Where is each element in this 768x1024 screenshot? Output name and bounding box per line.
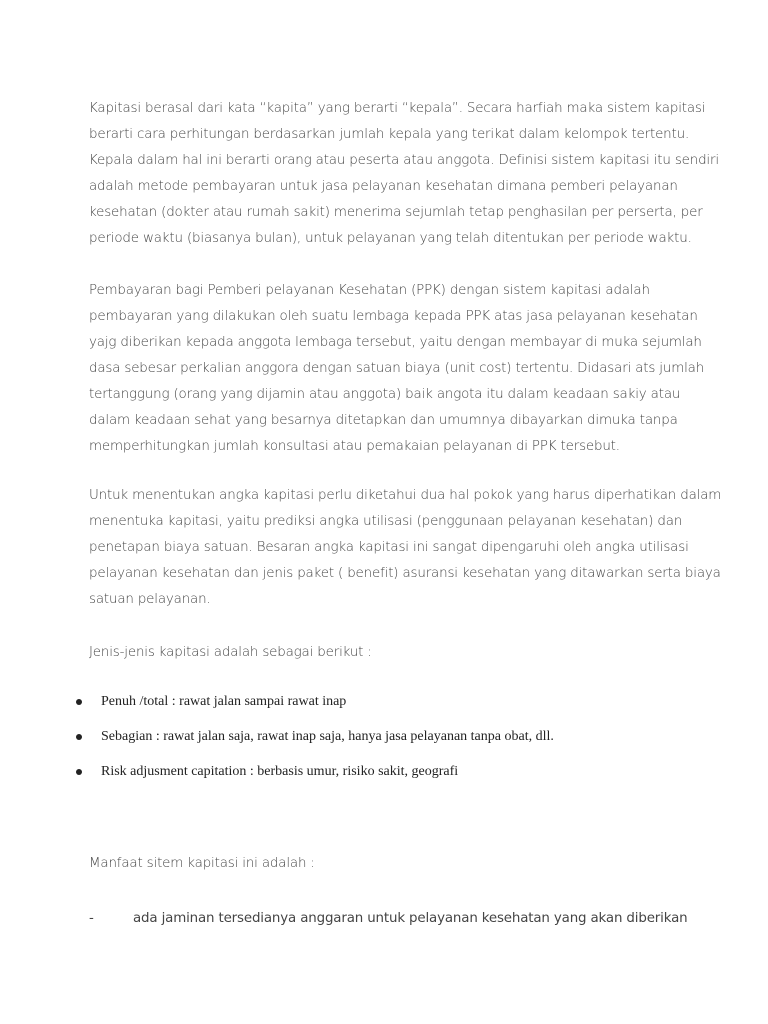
text-line: berarti cara perhitungan berdasarkan jumlah kepala yang terikat dalam kelompok tertentu.: [89, 127, 690, 142]
benefit-item: [0, 906, 768, 932]
text-line: penetapan biaya satuan. Besaran angka kapitasi ini sangat dipengaruhi oleh angka utilisasi: [89, 540, 689, 555]
text-line: kesehatan (dokter atau rumah sakit) menerima sejumlah tetap penghasilan per perserta, per: [89, 205, 703, 220]
bullet-dot-icon: [76, 769, 82, 775]
benefits-heading: [89, 851, 689, 877]
text-line: Kepala dalam hal ini berarti orang atau peserta atau anggota. Definisi sistem kapitasi itu sendiri: [89, 153, 719, 168]
text-line: pelayanan kesehatan dan jenis paket ( benefit) asuransi kesehatan yang ditawarkan serta biaya: [89, 566, 721, 581]
paragraph-determination: [89, 483, 722, 613]
paragraph-definition: [89, 96, 719, 252]
text-line: menentuka kapitasi, yaitu prediksi angka utilisasi (penggunaan pelayanan kesehatan) dan: [89, 514, 683, 529]
list-item-text: Risk adjusment capitation : berbasis umur, risiko sakit, geografi: [101, 764, 459, 779]
text-line: tertanggung (orang yang dijamin atau anggota) baik angota itu dalam keadaan sakiy atau: [89, 387, 681, 402]
paragraph-types-intro: [89, 640, 689, 666]
text-line: Jenis-jenis kapitasi adalah sebagai berikut :: [89, 645, 372, 660]
list-item-text: Penuh /total : rawat jalan sampai rawat inap: [101, 694, 347, 709]
bullet-dot-icon: [76, 699, 82, 705]
text-line: yajg diberikan kepada anggota lembaga tersebut, yaitu dengan membayar di muka sejumlah: [89, 335, 702, 350]
text-line: pembayaran yang dilakukan oleh suatu lembaga kepada PPK atas jasa pelayanan kesehatan: [89, 309, 698, 324]
text-line: memperhitungkan jumlah konsultasi atau pemakaian pelayanan di PPK tersebut.: [89, 439, 620, 454]
list-item-text: Sebagian : rawat jalan saja, rawat inap saja, hanya jasa pelayanan tanpa obat, dll.: [101, 729, 554, 744]
dash-marker: -: [89, 911, 94, 926]
text-line: Pembayaran bagi Pemberi pelayanan Kesehatan (PPK) dengan sistem kapitasi adalah: [89, 283, 650, 298]
bullet-dot-icon: [76, 734, 82, 740]
types-bullet-list: [0, 690, 768, 795]
text-line: periode waktu (biasanya bulan), untuk pelayanan yang telah ditentukan per periode waktu.: [89, 231, 692, 246]
text-line: satuan pelayanan.: [89, 592, 211, 607]
text-line: dasa sebesar perkalian anggora dengan satuan biaya (unit cost) tertentu. Didasari ats jumlah: [89, 361, 705, 376]
paragraph-payment: [89, 278, 705, 460]
text-line: Untuk menentukan angka kapitasi perlu diketahui dua hal pokok yang harus diperhatikan dalam: [89, 488, 722, 503]
text-line: adalah metode pembayaran untuk jasa pelayanan kesehatan dimana pemberi pelayanan: [89, 179, 678, 194]
list-item: [0, 725, 768, 760]
list-item: [0, 690, 768, 725]
text-line: Manfaat sitem kapitasi ini adalah :: [89, 856, 315, 871]
text-line: Kapitasi berasal dari kata “kapita” yang berarti “kepala”. Secara harfiah maka sistem kapitasi: [89, 101, 706, 116]
benefit-item-text: ada jaminan tersedianya anggaran untuk pelayanan kesehatan yang akan diberikan: [133, 911, 688, 926]
text-line: dalam keadaan sehat yang besarnya ditetapkan dan umumnya dibayarkan dimuka tanpa: [89, 413, 678, 428]
list-item: [0, 760, 768, 795]
